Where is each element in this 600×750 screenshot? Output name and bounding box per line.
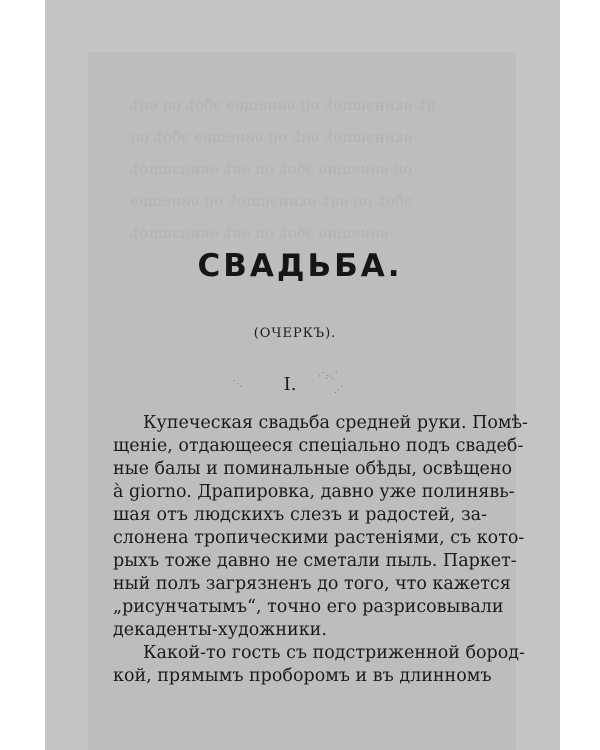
bleed-through-text: нѣ ѳкинэшпоѣ оп ѳинещиѳ эбоѣ оп ѳнѣ (130, 96, 436, 114)
text-line: слонена тропическими растеніями, съ кото- (113, 528, 525, 548)
chapter-number: I. (283, 374, 297, 395)
text-line: кой, прямымъ проборомъ и въ длинномъ (113, 666, 492, 686)
bleed-through-text: ѳкинэшпоѣ ѳнѣ оп ѳинещиѳ эбоѣ оп (130, 128, 413, 146)
text-line: ный полъ загрязненъ до того, что кажется (113, 574, 511, 594)
text-line: шая отъ людскихъ слезъ и радостей, за- (113, 505, 487, 525)
text-line: „рисунчатымъ“, точно его разрисовывали (113, 597, 504, 617)
page-title: СВАДЬБА. (197, 248, 403, 284)
print-speck: ˙·. (232, 380, 243, 390)
text-line: щеніе, отдающееся спеціально подъ свадеб- (113, 436, 524, 456)
bleed-through-text: эбоѣ оп ѳнѣ ѳкинэшпоѣ оп ѳинещиѳ (130, 192, 413, 210)
print-speck: ·˙:·.˙ (318, 372, 339, 382)
print-speck: .·˙ (334, 386, 345, 396)
text-line: Какой-то гость съ подстриженной бород- (143, 643, 525, 663)
bleed-through-text: ѳинещиѳ эбоѣ оп ѳнѣ ѳкинэшпоѣ (130, 224, 389, 242)
text-line: Купеческая свадьба средней руки. Помѣ- (143, 413, 528, 433)
page-subtitle: (ОЧЕРКЪ). (253, 326, 337, 341)
bleed-through-text: оп ѳинещиѳ эбоѣ оп ѳнѣ ѳкинэшпоѣ (130, 160, 413, 178)
text-line: декаденты-художники. (113, 620, 327, 640)
text-line: рыхъ тоже давно не сметали пыль. Паркет- (113, 551, 517, 571)
text-line: à giorno. Драпировка, давно уже полинявь- (113, 482, 515, 502)
text-line: ные балы и поминальные обѣды, освѣщено (113, 459, 513, 479)
